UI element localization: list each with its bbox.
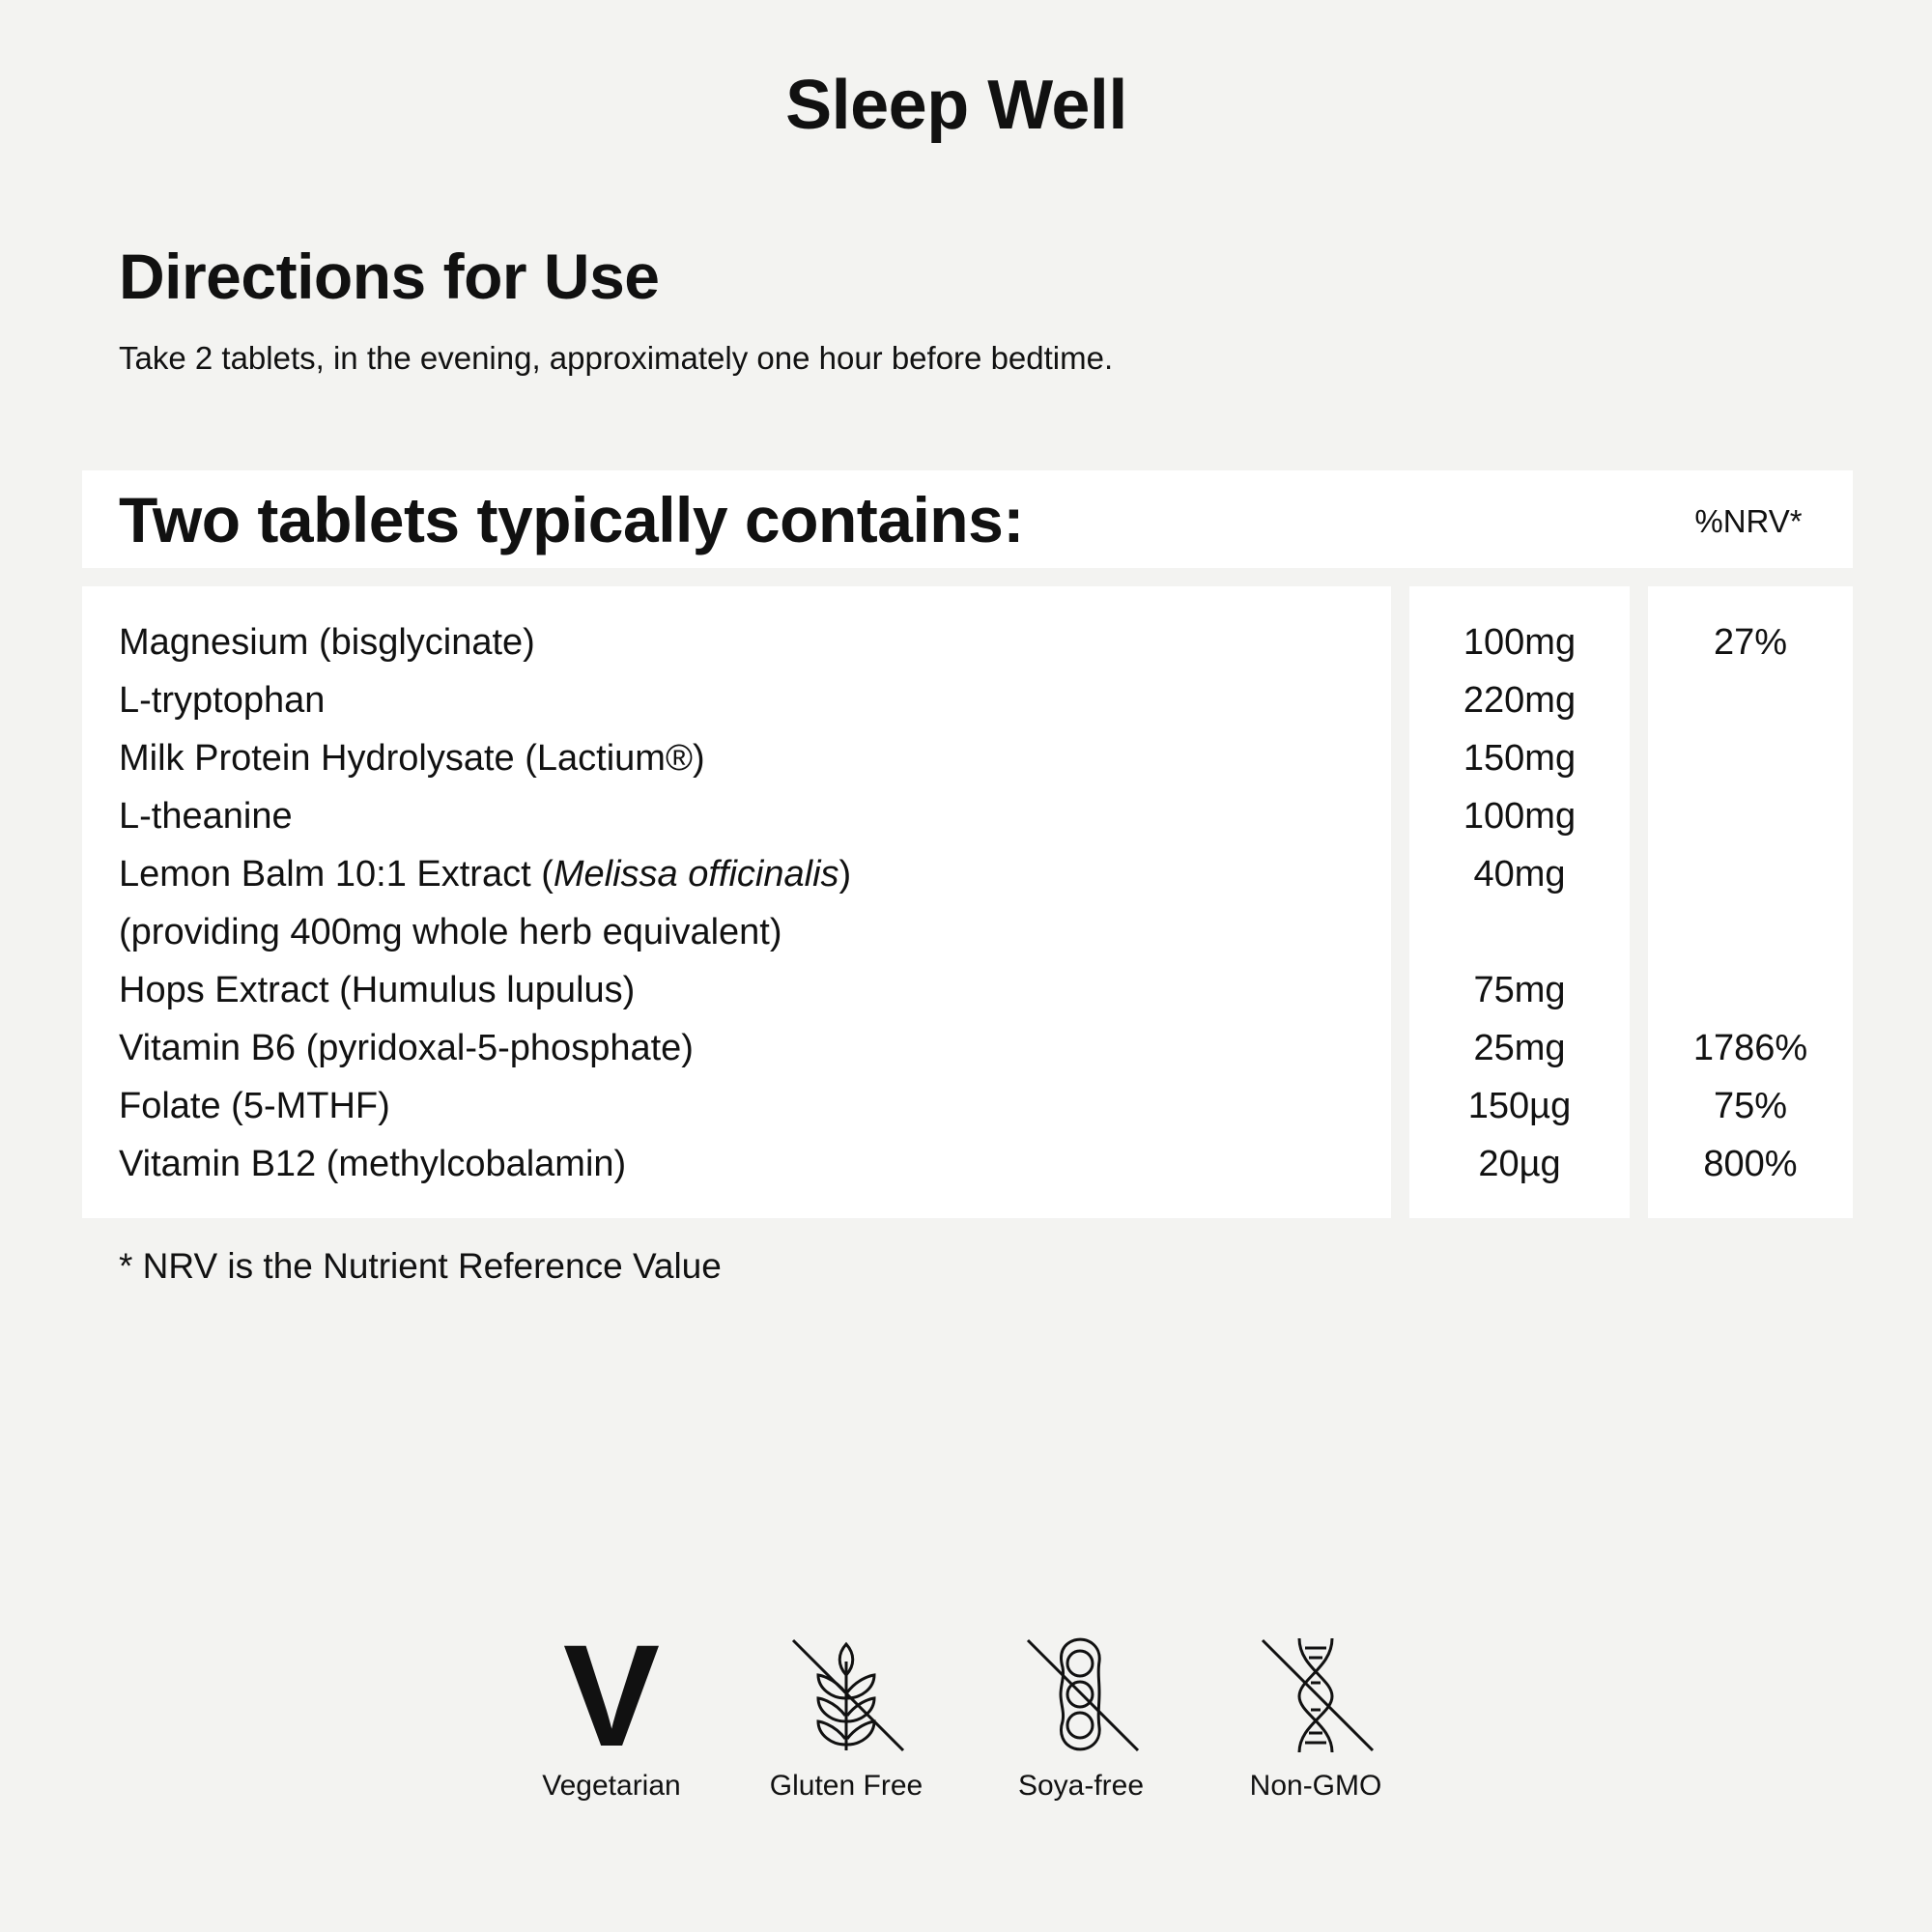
ingredient-nrv: [1648, 787, 1853, 845]
gluten-free-icon: [750, 1633, 943, 1758]
ingredient-amount: 100mg: [1463, 796, 1577, 837]
vegetarian-badge: [515, 1614, 708, 1803]
badge-label: Gluten Free: [769, 1770, 923, 1802]
nrv-footnote: * NRV is the Nutrient Reference Value: [119, 1246, 722, 1286]
directions-text: Take 2 tablets, in the evening, approximately one hour before bedtime.: [119, 340, 1114, 376]
ingredient-amount: [1409, 903, 1630, 961]
table-heading: Two tablets typically contains:: [119, 484, 1024, 555]
ingredient-nrv: 800%: [1703, 1144, 1798, 1184]
vegetarian-v-icon: [515, 1614, 708, 1776]
ingredient-amount: 150µg: [1467, 1086, 1572, 1126]
badge-label: Vegetarian: [542, 1770, 681, 1802]
ingredient-amount: 220mg: [1463, 680, 1577, 721]
nrv-column-header: %NRV*: [1694, 503, 1803, 539]
ingredient-name: (providing 400mg whole herb equivalent): [119, 912, 782, 952]
ingredient-nrv: [1648, 729, 1853, 787]
ingredient-amount: 40mg: [1473, 854, 1566, 895]
ingredient-name: Hops Extract (Humulus lupulus): [119, 970, 636, 1010]
ingredient-name: Magnesium (bisglycinate): [119, 622, 535, 663]
badge-label: Soya-free: [1017, 1770, 1145, 1802]
ingredient-nrv: [1648, 903, 1853, 961]
ingredient-name: Folate (5-MTHF): [119, 1086, 390, 1126]
soya-free-icon: [984, 1633, 1178, 1758]
ingredient-name: L-tryptophan: [119, 680, 326, 721]
ingredient-nrv: [1648, 961, 1853, 1019]
ingredient-name: Milk Protein Hydrolysate (Lactium®): [119, 738, 705, 779]
ingredient-name-suffix: ): [838, 854, 852, 895]
ingredient-nrv: 1786%: [1692, 1028, 1808, 1068]
ingredient-name: [119, 845, 1375, 903]
non-gmo-icon: [1219, 1633, 1412, 1758]
ingredient-nrv: 27%: [1713, 622, 1788, 663]
product-title: Sleep Well: [785, 67, 1127, 144]
ingredient-name: L-theanine: [119, 796, 293, 837]
botanical-name: Melissa officinalis: [553, 854, 839, 895]
non-gmo-badge: [1219, 1633, 1412, 1803]
gluten-free-badge: [750, 1633, 943, 1803]
ingredient-nrv: [1648, 845, 1853, 903]
ingredient-name: Vitamin B6 (pyridoxal-5-phosphate): [119, 1028, 694, 1068]
directions-heading: Directions for Use: [119, 241, 660, 312]
ingredient-amount: 25mg: [1473, 1028, 1566, 1068]
soya-free-badge: [984, 1633, 1178, 1803]
ingredient-name-prefix: Lemon Balm 10:1 Extract (: [119, 854, 554, 895]
vegetarian-v-glyph: V: [562, 1614, 661, 1776]
ingredient-amount: 75mg: [1473, 970, 1566, 1010]
badge-label: Non-GMO: [1249, 1770, 1382, 1802]
ingredient-name: Vitamin B12 (methylcobalamin): [119, 1144, 627, 1184]
ingredient-amount: 100mg: [1463, 622, 1577, 663]
ingredient-nrv: [1648, 671, 1853, 729]
ingredient-amount: 150mg: [1463, 738, 1577, 779]
ingredient-amount: 20µg: [1478, 1144, 1561, 1184]
ingredient-nrv: 75%: [1713, 1086, 1788, 1126]
